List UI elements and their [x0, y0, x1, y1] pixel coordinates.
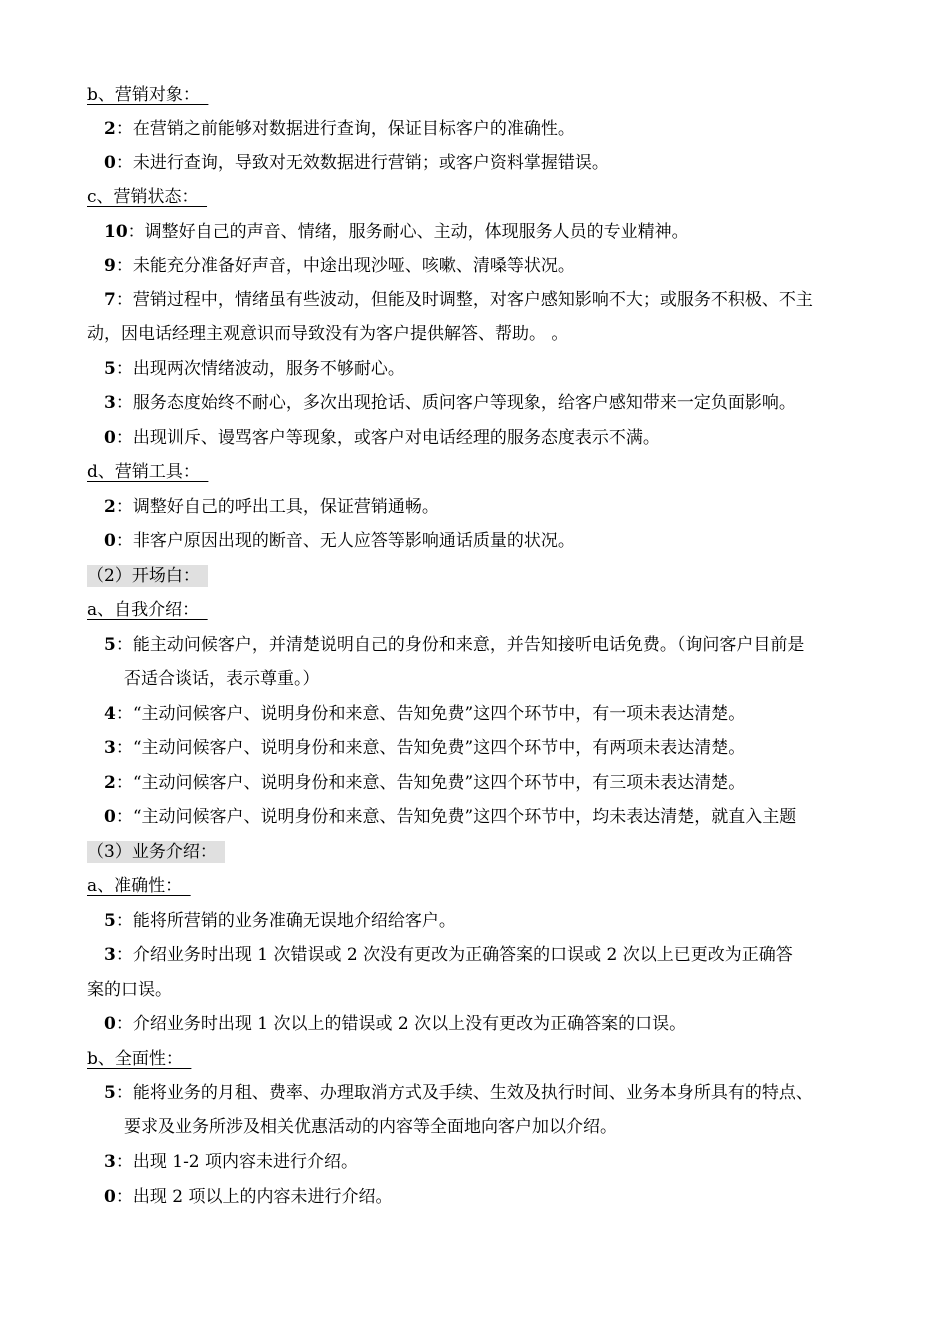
criterion-continuation: 要求及业务所涉及相关优惠活动的内容等全面地向客户加以介绍。 — [124, 1117, 617, 1137]
heading-text: b、全面性： — [87, 1049, 192, 1069]
score-value: 10 — [104, 222, 128, 242]
score-value: 3 — [104, 393, 116, 413]
score-criterion — [104, 806, 796, 828]
section-heading — [87, 841, 225, 863]
score-criterion — [104, 1013, 686, 1035]
subsection-heading — [87, 186, 207, 208]
criterion-text: ：出现训斥、谩骂客户等现象，或客户对电话经理的服务态度表示不满。 — [115, 428, 660, 448]
score-criterion — [104, 910, 456, 932]
heading-text: a、自我介绍： — [87, 600, 208, 620]
score-value: 5 — [104, 635, 116, 655]
score-criterion — [104, 703, 745, 725]
heading-text: d、营销工具： — [87, 462, 209, 482]
criterion-text: ：能主动问候客户，并清楚说明自己的身份和来意，并告知接听电话免费。（询问客户目前是 — [115, 635, 805, 655]
score-criterion — [104, 118, 575, 140]
subsection-heading — [87, 875, 191, 897]
score-value: 3 — [104, 1152, 116, 1172]
score-criterion — [104, 634, 804, 656]
criterion-text: ：“主动问候客户、说明身份和来意、告知免费”这四个环节中，均未表达清楚，就直入主题 — [115, 807, 797, 827]
score-criterion — [104, 496, 439, 518]
criterion-text: ：能将所营销的业务准确无误地介绍给客户。 — [115, 911, 456, 931]
score-criterion — [104, 255, 575, 277]
score-value: 2 — [104, 773, 116, 793]
score-value: 0 — [104, 531, 116, 551]
subsection-heading — [87, 1048, 191, 1070]
criterion-text: ：非客户原因出现的断音、无人应答等影响通话质量的状况。 — [115, 531, 575, 551]
criterion-text: ：调整好自己的呼出工具，保证营销通畅。 — [115, 497, 439, 517]
score-value: 5 — [104, 911, 116, 931]
score-criterion — [104, 530, 575, 552]
score-value: 3 — [104, 738, 116, 758]
criterion-text: ：介绍业务时出现 1 次错误或 2 次没有更改为正确答案的口误或 2 次以上已更改为正确答 — [115, 945, 793, 965]
score-value: 7 — [104, 290, 116, 310]
score-criterion — [104, 1186, 392, 1208]
criterion-text: ：在营销之前能够对数据进行查询，保证目标客户的准确性。 — [115, 119, 575, 139]
score-value: 2 — [104, 497, 116, 517]
criterion-continuation: 否适合谈话，表示尊重。） — [124, 669, 320, 689]
criterion-text: ：营销过程中，情绪虽有些波动，但能及时调整，对客户感知影响不大；或服务不积极、不主 — [115, 290, 813, 310]
section-text: （3）业务介绍： — [87, 842, 209, 862]
score-criterion — [104, 221, 689, 243]
criterion-text: ：“主动问候客户、说明身份和来意、告知免费”这四个环节中，有一项未表达清楚。 — [115, 704, 746, 724]
score-value: 5 — [104, 359, 116, 379]
subsection-heading — [87, 84, 208, 106]
score-criterion — [104, 152, 609, 174]
score-criterion — [104, 1151, 358, 1173]
criterion-text: ：出现 1-2 项内容未进行介绍。 — [115, 1152, 359, 1172]
criterion-text: ：调整好自己的声音、情绪，服务耐心、主动，体现服务人员的专业精神。 — [127, 222, 689, 242]
score-value: 0 — [104, 428, 116, 448]
criterion-continuation: 案的口误。 — [87, 980, 172, 1000]
score-value: 0 — [104, 1014, 116, 1034]
criterion-text: ：“主动问候客户、说明身份和来意、告知免费”这四个环节中，有两项未表达清楚。 — [115, 738, 746, 758]
section-heading — [87, 565, 208, 587]
score-criterion — [104, 1082, 813, 1104]
section-text: （2）开场白： — [87, 566, 192, 586]
score-criterion — [104, 392, 796, 414]
criterion-text: ：未进行查询，导致对无效数据进行营销；或客户资料掌握错误。 — [115, 153, 609, 173]
score-value: 0 — [104, 153, 116, 173]
criterion-text: ：“主动问候客户、说明身份和来意、告知免费”这四个环节中，有三项未表达清楚。 — [115, 773, 746, 793]
criterion-text: ：介绍业务时出现 1 次以上的错误或 2 次以上没有更改为正确答案的口误。 — [115, 1014, 687, 1034]
score-value: 3 — [104, 945, 116, 965]
score-criterion — [104, 289, 813, 311]
score-value: 4 — [104, 704, 116, 724]
score-criterion — [104, 737, 745, 759]
criterion-continuation: 动，因电话经理主观意识而导致没有为客户提供解答、帮助。 。 — [87, 324, 569, 344]
criterion-text: ：出现 2 项以上的内容未进行介绍。 — [115, 1187, 393, 1207]
score-value: 0 — [104, 1187, 116, 1207]
score-criterion — [104, 358, 405, 380]
criterion-text: ：服务态度始终不耐心，多次出现抢话、质问客户等现象，给客户感知带来一定负面影响。 — [115, 393, 796, 413]
score-value: 5 — [104, 1083, 116, 1103]
criterion-text: ：未能充分准备好声音，中途出现沙哑、咳嗽、清嗓等状况。 — [115, 256, 575, 276]
score-value: 0 — [104, 807, 116, 827]
score-criterion — [104, 944, 793, 966]
heading-text: a、准确性： — [87, 876, 191, 896]
score-value: 9 — [104, 256, 116, 276]
subsection-heading — [87, 461, 208, 483]
heading-text: b、营销对象： — [87, 85, 209, 105]
score-value: 2 — [104, 119, 116, 139]
criterion-text: ：能将业务的月租、费率、办理取消方式及手续、生效及执行时间、业务本身所具有的特点、 — [115, 1083, 813, 1103]
score-criterion — [104, 427, 660, 449]
subsection-heading — [87, 599, 208, 621]
heading-text: c、营销状态： — [87, 187, 208, 207]
score-criterion — [104, 772, 745, 794]
criterion-text: ：出现两次情绪波动，服务不够耐心。 — [115, 359, 405, 379]
